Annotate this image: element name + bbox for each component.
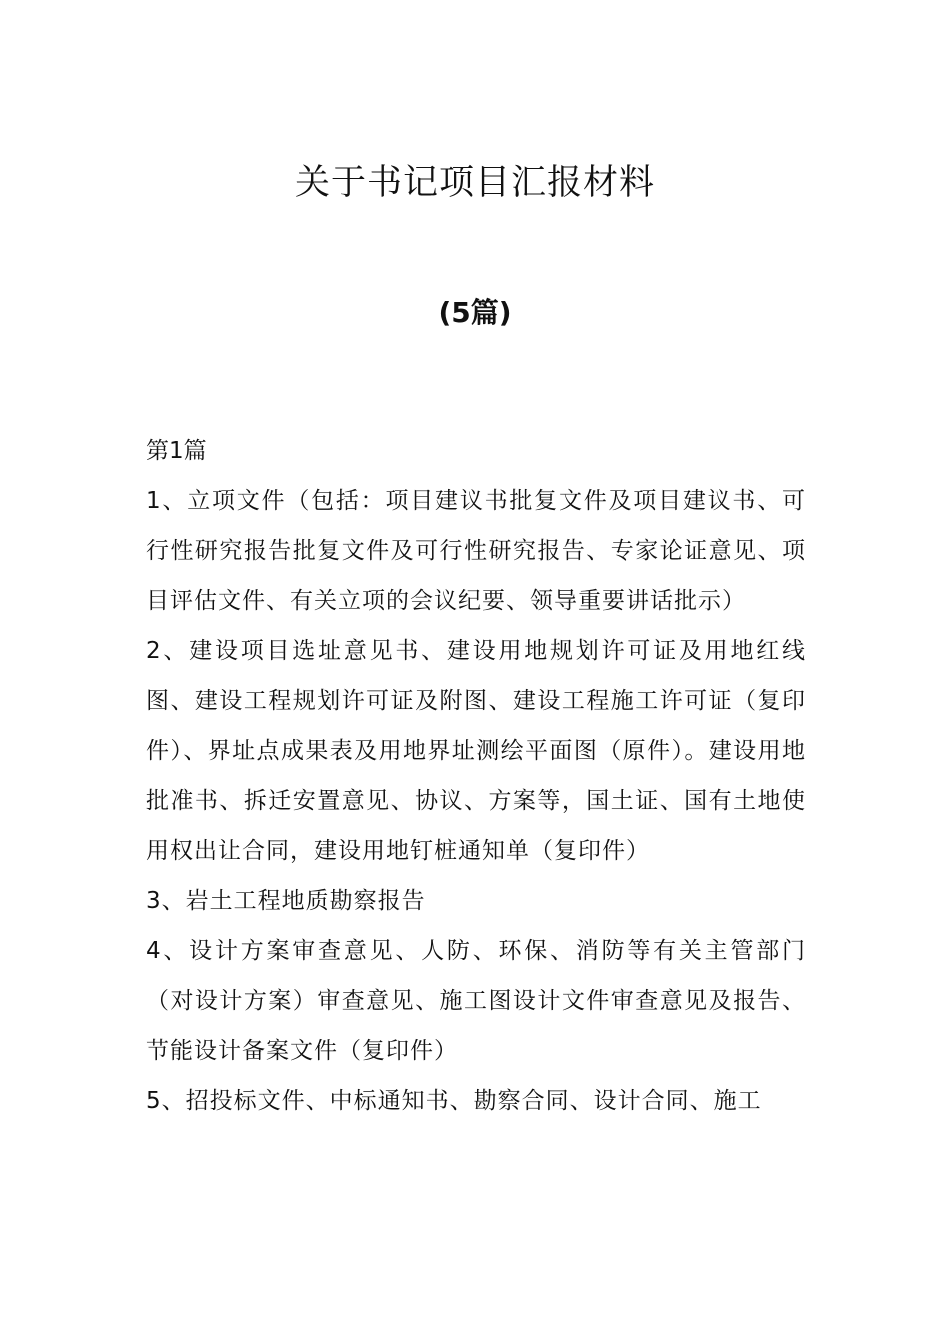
document-subtitle: (5篇)	[438, 296, 512, 329]
paragraph-item-4: 4、设计方案审查意见、人防、环保、消防等有关主管部门（对设计方案）审查意见、施工图设计文件审查意见及报告、节能设计备案文件（复印件）	[146, 938, 806, 1064]
paragraph-item-3: 3、岩土工程地质勘察报告	[146, 888, 426, 914]
paragraph-item-2: 2、建设项目选址意见书、建设用地规划许可证及用地红线图、建设工程规划许可证及附图、建设工程施工许可证（复印件）、界址点成果表及用地界址测绘平面图（原件）。建设用地批准书、拆迁安置意见、协议、方案等，国土证、国有土地使用权出让合同，建设用地钉桩通知单（复印件）	[146, 638, 806, 864]
paragraph-item-1: 1、立项文件（包括：项目建议书批复文件及项目建议书、可行性研究报告批复文件及可行性研究报告、专家论证意见、项目评估文件、有关立项的会议纪要、领导重要讲话批示）	[146, 488, 806, 614]
document-body	[146, 426, 806, 1126]
paragraph-item-5: 5、招投标文件、中标通知书、勘察合同、设计合同、施工	[146, 1088, 762, 1114]
section-label: 第1篇	[146, 438, 207, 464]
document-title: 关于书记项目汇报材料	[294, 163, 655, 203]
